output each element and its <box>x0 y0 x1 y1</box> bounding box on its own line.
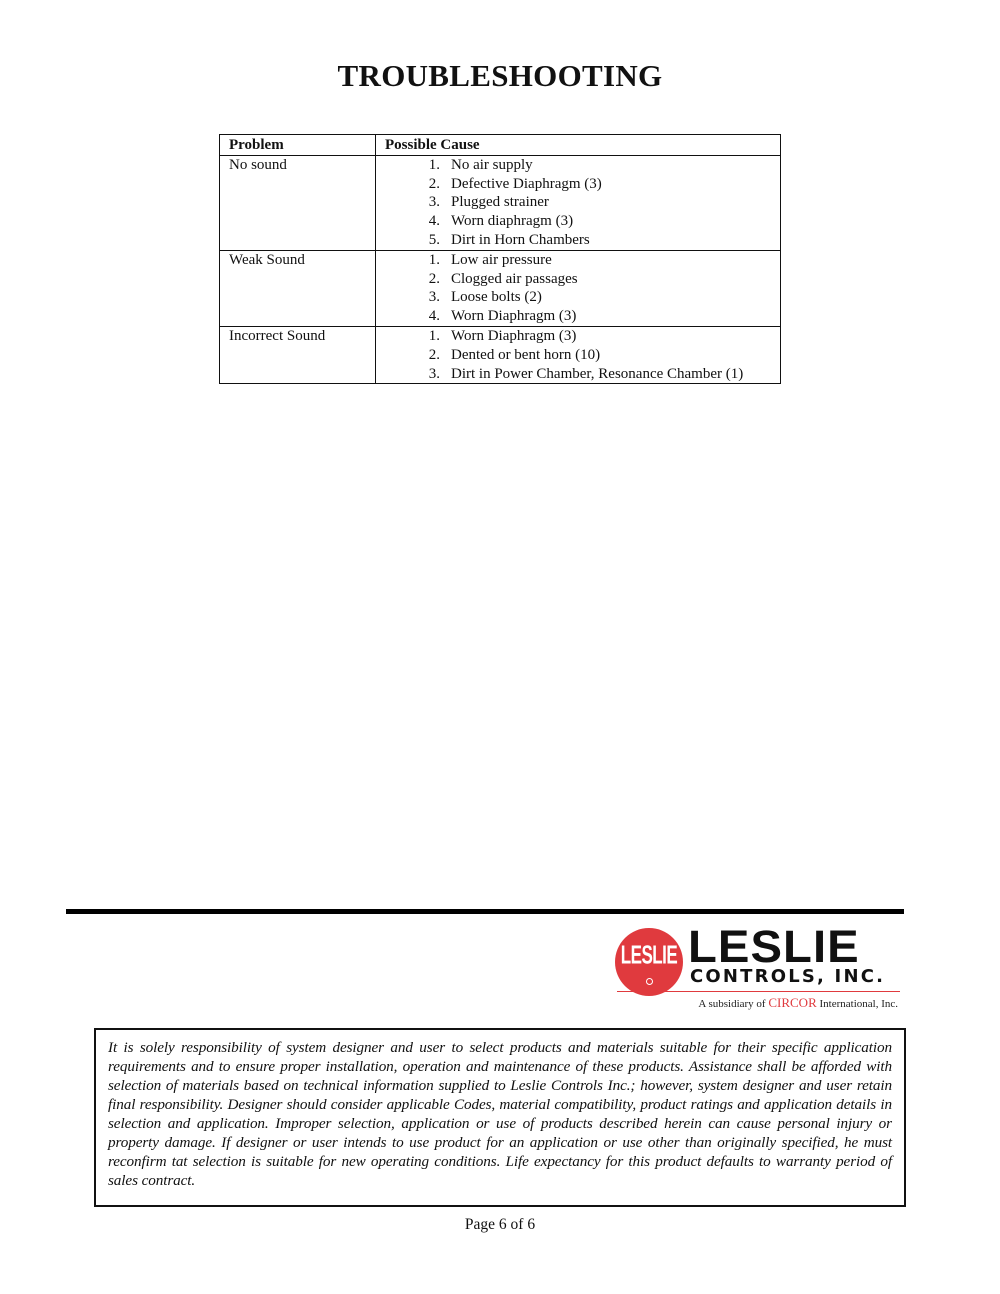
logo-seal-text: LESLIE <box>620 941 678 970</box>
logo-company-subname: CONTROLS, INC. <box>690 966 886 987</box>
logo-underline <box>617 991 900 992</box>
troubleshooting-table <box>219 134 781 384</box>
table-row <box>220 326 781 383</box>
logo-company-name: LESLIE <box>688 921 860 972</box>
circor-brand-text: CIRCOR <box>768 995 817 1010</box>
cause-list-item <box>412 270 780 289</box>
table-header-row <box>220 135 781 156</box>
cause-number: 1. <box>428 156 440 173</box>
column-header-possible-cause: Possible Cause <box>376 135 781 156</box>
cause-number: 4. <box>428 308 440 325</box>
cause-text: Plugged strainer <box>451 194 549 211</box>
cause-text: Loose bolts (2) <box>451 289 542 306</box>
cause-list-item <box>412 156 780 175</box>
cause-list-item <box>412 327 780 346</box>
problem-cell: Incorrect Sound <box>220 326 376 383</box>
cause-number: 1. <box>428 327 440 344</box>
tagline-suffix: International, Inc. <box>816 998 898 1010</box>
cause-number: 2. <box>428 270 440 287</box>
cause-number: 2. <box>428 175 440 192</box>
cause-text: Worn Diaphragm (3) <box>451 308 577 325</box>
registered-mark-icon <box>646 978 653 985</box>
company-logo <box>615 921 900 1015</box>
logo-seal-icon <box>615 928 683 996</box>
cause-text: Dirt in Horn Chambers <box>451 231 590 248</box>
page-title: TROUBLESHOOTING <box>337 58 663 93</box>
cause-number: 3. <box>428 194 440 211</box>
problem-cell: Weak Sound <box>220 250 376 326</box>
section-divider <box>66 909 904 914</box>
table-body <box>220 155 781 384</box>
cause-text: Worn diaphragm (3) <box>451 213 574 230</box>
cause-number: 2. <box>428 346 440 363</box>
cause-text: Dirt in Power Chamber, Resonance Chamber (1) <box>451 365 744 382</box>
cause-list-item <box>412 251 780 270</box>
cause-list-item <box>412 307 780 326</box>
logo-tagline <box>698 995 898 1011</box>
table-row <box>220 250 781 326</box>
cause-text: Dented or bent horn (10) <box>451 346 601 363</box>
problem-cell: No sound <box>220 155 376 250</box>
page-number: Page 6 of 6 <box>464 1216 536 1233</box>
cause-text: Worn Diaphragm (3) <box>451 327 577 344</box>
cause-list-item <box>412 288 780 307</box>
cause-text: Defective Diaphragm (3) <box>451 175 602 192</box>
disclaimer-text: It is solely responsibility of system designer and user to select products and materials suitable for their specific application requirements and to ensure proper installation, operation and maintenance of these products. Assistance shall be afforded with selection of materials based on technical information supplied to Leslie Controls Inc.; however, system designer and user retain final responsibility. Designer should consider applicable Codes, material compatibility, product ratings and application details in selection and application. Improper selection, application or use of products described herein can cause personal injury or property damage. If designer or user intends to use product for an application or use other than originally specified, he must reconfirm tat selection is suitable for new operating conditions. Life expectancy for this product defaults to warranty period of sales contract. <box>108 1039 892 1189</box>
possible-cause-cell <box>376 326 781 383</box>
possible-cause-cell <box>376 155 781 250</box>
cause-list-item <box>412 212 780 231</box>
cause-number: 3. <box>428 289 440 306</box>
cause-text: Low air pressure <box>451 251 552 268</box>
cause-number: 3. <box>428 365 440 382</box>
cause-text: No air supply <box>451 156 533 173</box>
cause-text: Clogged air passages <box>451 270 578 287</box>
cause-number: 1. <box>428 251 440 268</box>
cause-list-item <box>412 231 780 250</box>
cause-list-item <box>412 346 780 365</box>
cause-list-item <box>412 365 780 384</box>
possible-cause-cell <box>376 250 781 326</box>
column-header-problem: Problem <box>220 135 376 156</box>
cause-number: 4. <box>428 213 440 230</box>
cause-list-item <box>412 175 780 194</box>
disclaimer-box <box>94 1028 906 1207</box>
cause-list-item <box>412 193 780 212</box>
cause-number: 5. <box>428 231 440 248</box>
tagline-prefix: A subsidiary of <box>698 998 769 1010</box>
table-row <box>220 155 781 250</box>
